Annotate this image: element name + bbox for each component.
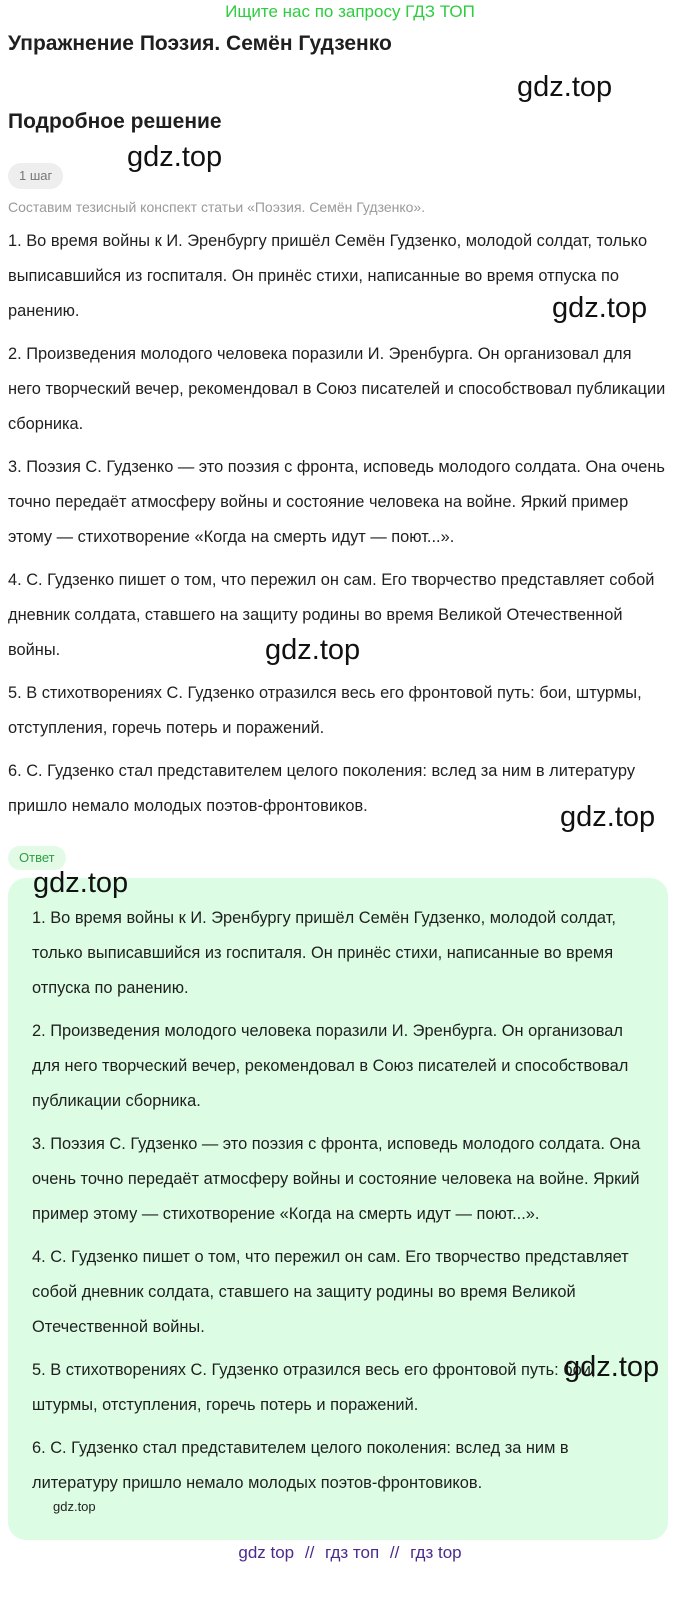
intro-text: Составим тезисный конспект статьи «Поэзия. Семён Гудзенко». [8, 199, 426, 215]
solution-step: 6. С. Гудзенко стал представителем целого поколения: вслед за ним в литературу пришло немало молодых поэтов-фронтовиков. [8, 762, 636, 815]
footer-separator: // [389, 1543, 400, 1562]
watermark-small: gdz.top [53, 1499, 96, 1514]
solution-step: 2. Произведения молодого человека поразили И. Эренбурга. Он организовал для него творческий вечер, рекомендовал в Союз писателей и способствовал публикации сборника. [8, 345, 666, 433]
footer-link[interactable]: гдз top [410, 1543, 462, 1562]
solution-step: 3. Поэзия С. Гудзенко — это поэзия с фронта, исповедь молодого солдата. Она очень точно передаёт атмосферу войны и состояние человека на войне. Яркий пример этому — стихотворение «Когда на смерть идут — поют...». [8, 458, 665, 546]
answer-item: 4. С. Гудзенко пишет о том, что пережил он сам. Его творчество представляет собой дневник солдата, ставшего на защиту родины во время Великой Отечественной войны. [32, 1248, 629, 1336]
watermark: gdz.top [33, 867, 129, 899]
answer-box [8, 878, 668, 1540]
answer-item: 6. С. Гудзенко стал представителем целого поколения: вслед за ним в литературу пришло немало молодых поэтов-фронтовиков. [32, 1439, 569, 1492]
watermark: gdz.top [127, 141, 223, 173]
solution-step: 4. С. Гудзенко пишет о том, что пережил он сам. Его творчество представляет собой дневник солдата, ставшего на защиту родины во время Великой Отечественной войны. [8, 571, 655, 659]
footer-separator: // [304, 1543, 315, 1562]
watermark: gdz.top [552, 292, 648, 324]
watermark: gdz.top [265, 634, 361, 666]
solution-step: 5. В стихотворениях С. Гудзенко отразился весь его фронтовой путь: бои, штурмы, отступления, горечь потерь и поражений. [8, 684, 642, 737]
footer-link[interactable]: гдз топ [325, 1543, 380, 1562]
answer-item: 2. Произведения молодого человека поразили И. Эренбурга. Он организовал для него творческий вечер, рекомендовал в Союз писателей и способствовал публикации сборника. [32, 1022, 629, 1110]
footer-links [0, 1541, 700, 1565]
footer-link[interactable]: gdz top [238, 1543, 295, 1562]
step-badge: 1 шаг [8, 163, 63, 189]
answer-item: 3. Поэзия С. Гудзенко — это поэзия с фронта, исповедь молодого солдата. Она очень точно передаёт атмосферу войны и состояние человека на войне. Яркий пример этому — стихотворение «Когда на смерть идут — поют...». [32, 1135, 641, 1223]
search-banner: Ищите нас по запросу ГДЗ ТОП [225, 2, 475, 21]
answer-item: 1. Во время войны к И. Эренбургу пришёл Семён Гудзенко, молодой солдат, только выписавшийся из госпиталя. Он принёс стихи, написанные во время отпуска по ранению. [32, 909, 616, 997]
watermark: gdz.top [564, 1351, 660, 1383]
solution-step: 1. Во время войны к И. Эренбургу пришёл Семён Гудзенко, молодой солдат, только выписавшийся из госпиталя. Он принёс стихи, написанные во время отпуска по ранению. [8, 232, 648, 320]
answer-item: 5. В стихотворениях С. Гудзенко отразился весь его фронтовой путь: бои, штурмы, отступления, горечь потерь и поражений. [32, 1361, 596, 1414]
section-title: Подробное решение [8, 110, 222, 133]
page-title: Упражнение Поэзия. Семён Гудзенко [8, 32, 392, 55]
watermark: gdz.top [560, 801, 656, 833]
watermark: gdz.top [517, 71, 613, 103]
answer-badge: Ответ [8, 846, 66, 870]
